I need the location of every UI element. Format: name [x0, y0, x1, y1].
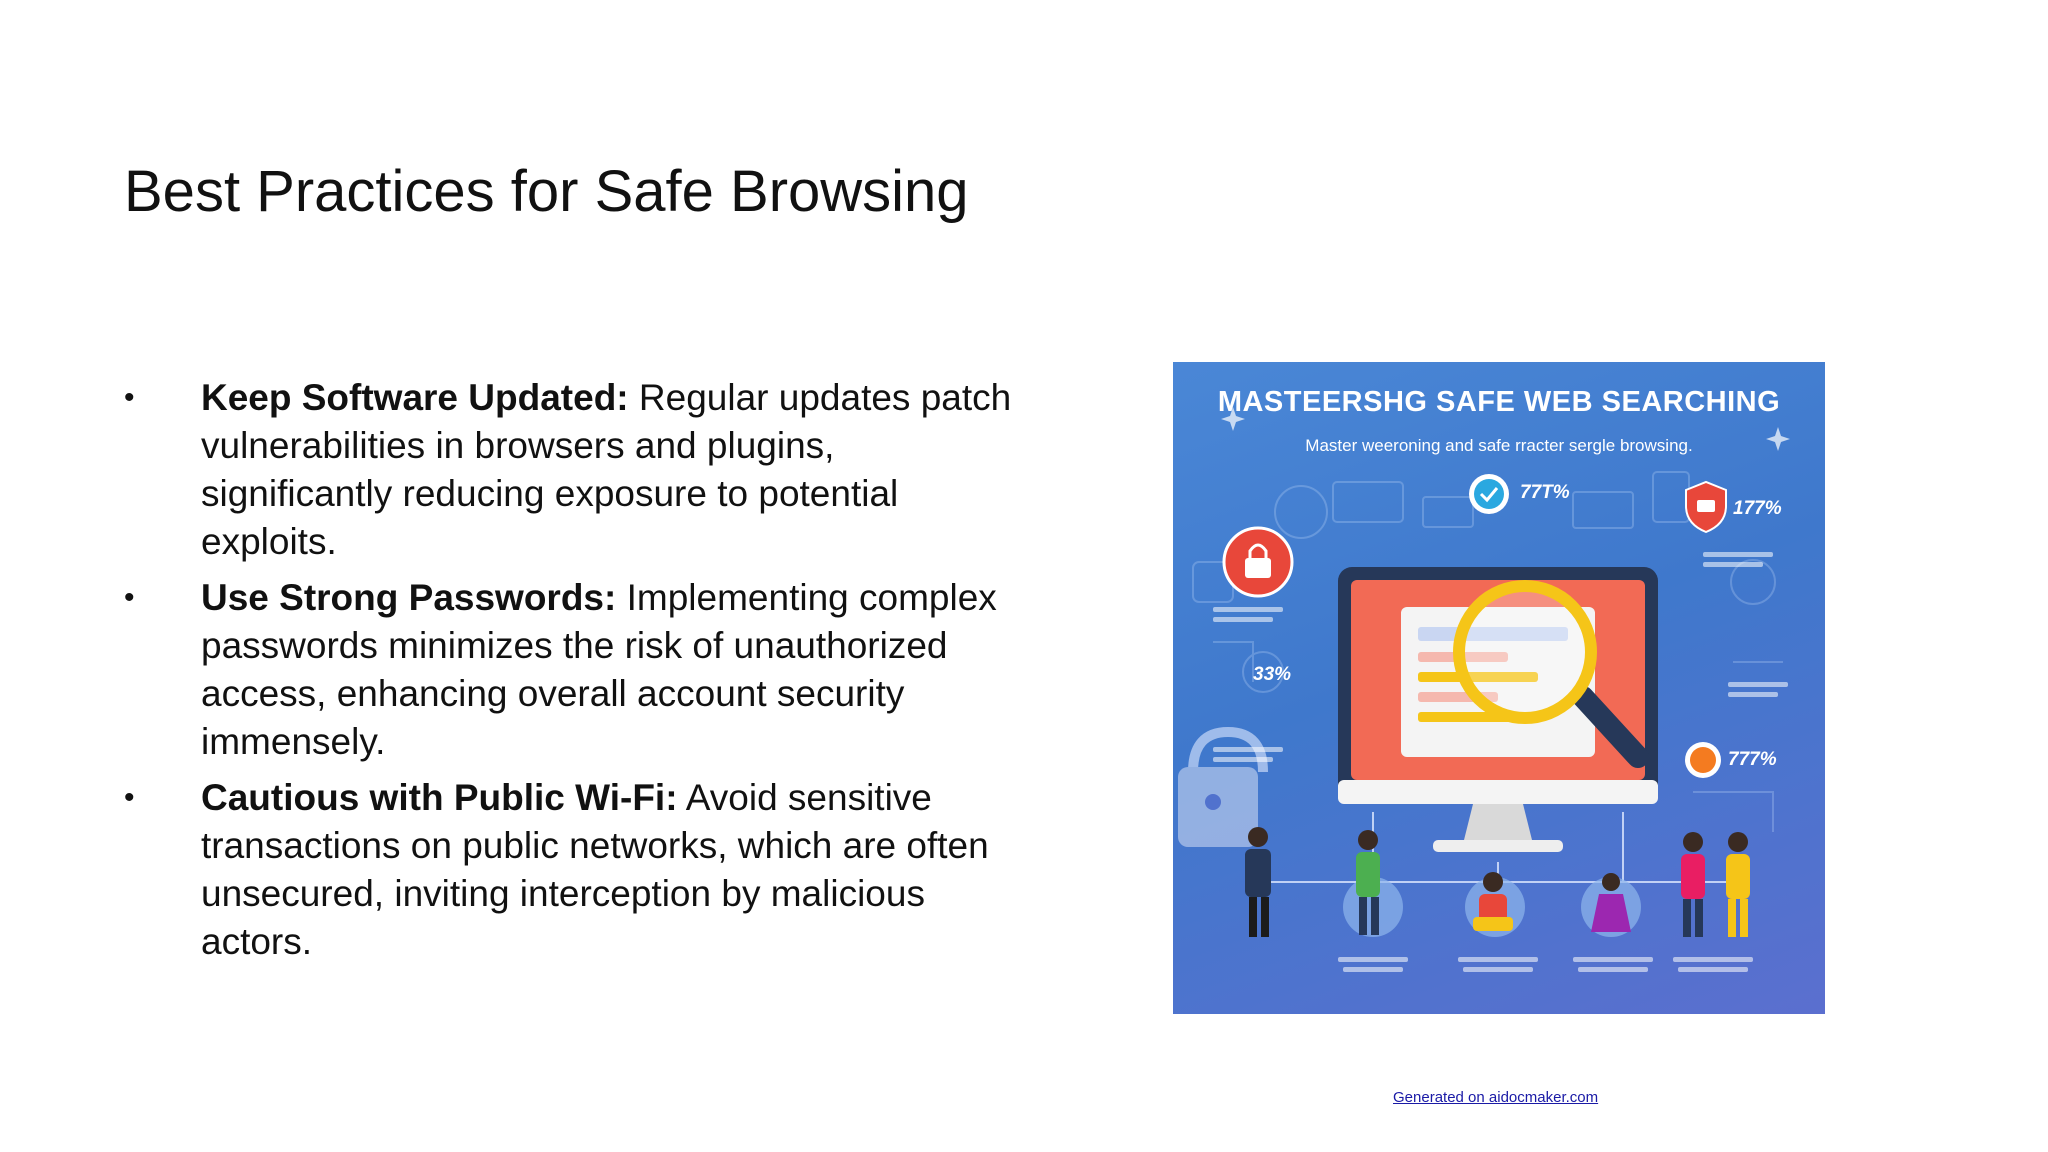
generated-by-link[interactable]: Generated on aidocmaker.com [1393, 1089, 1599, 1106]
bullet-item-passwords [124, 574, 1024, 766]
bullet-heading: Use Strong Passwords: [201, 577, 617, 618]
bullet-heading: Keep Software Updated: [201, 377, 629, 418]
bullet-text: Avoid sensitive transactions on public networks, which are often unsecured, inviting interception by malicious actors. [201, 777, 989, 962]
bullet-marker: • [124, 381, 135, 414]
shield-lock-icon [1224, 528, 1292, 596]
infographic-artwork [1173, 362, 1825, 1014]
bullet-item-software [124, 374, 1024, 566]
bullet-marker: • [124, 581, 135, 614]
bullet-text: Regular updates patch vulnerabilities in browsers and plugins, significantly reducing exposure to potential exploits. [201, 377, 1012, 562]
slide-title: Best Practices for Safe Browsing [124, 159, 969, 224]
infographic-stat: 177% [1733, 498, 1782, 519]
infographic-stat: 33% [1253, 664, 1292, 685]
bullet-text: Implementing complex passwords minimizes the risk of unauthorized access, enhancing overall account security immensely. [201, 577, 997, 762]
infographic-stat: 777% [1728, 749, 1777, 770]
infographic-stat: 77T% [1520, 482, 1570, 503]
orange-badge-icon [1685, 742, 1721, 778]
check-badge-icon [1469, 474, 1509, 514]
safe-browsing-infographic [1173, 362, 1825, 1014]
shield-icon [1686, 482, 1726, 532]
bullet-heading: Cautious with Public Wi-Fi: [201, 777, 678, 818]
infographic-title: MASTEERSHG SAFE WEB SEARCHING [1217, 386, 1781, 418]
bullet-item-wifi [124, 774, 1024, 966]
bullet-marker: • [124, 781, 135, 814]
infographic-subtitle: Master weeroning and safe rracter sergle browsing. [1305, 436, 1693, 455]
bullet-list [124, 374, 1024, 974]
